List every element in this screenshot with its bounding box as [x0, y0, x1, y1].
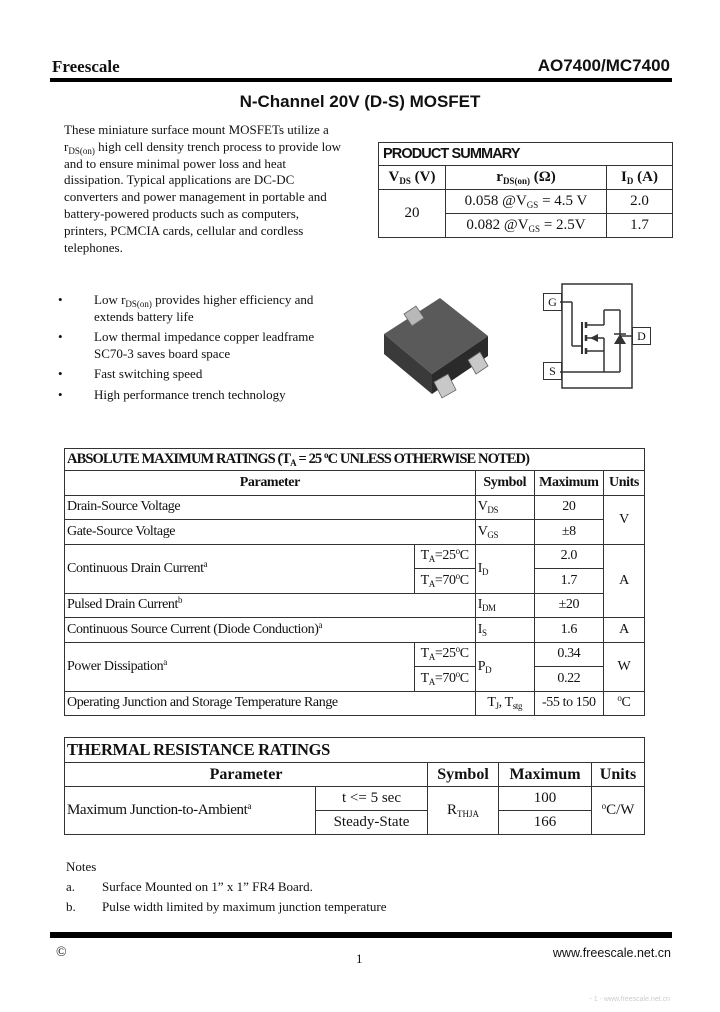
- thermal-resistance-table: [64, 737, 645, 835]
- ps-id-value: 1.7: [607, 214, 673, 238]
- thermal-unit: $^o$C/W: [592, 787, 645, 835]
- feature-item: • Low thermal impedance copper leadframe SC70-3 saves board space: [58, 329, 315, 361]
- amr-symbol-id: $I_D$: [475, 544, 534, 593]
- ps-rds-value: 0.058 $@V_{GS} = 4.5$ V: [446, 190, 607, 214]
- amr-param-idm: Pulsed Drain Current$^b$: [65, 593, 476, 618]
- ps-header-id: $I_D$ (A): [607, 166, 673, 190]
- amr-max-idm: ±20: [534, 593, 603, 618]
- website-url: www.freescale.net.cn: [552, 946, 671, 960]
- product-summary-table: [378, 142, 673, 238]
- amr-symbol-is: $I_S$: [475, 618, 534, 643]
- thermal-header-units: Units: [592, 763, 645, 787]
- thermal-cond-steady: Steady-State: [316, 811, 428, 835]
- amr-unit-is: A: [603, 618, 644, 643]
- document-title: N-Channel 20V (D-S) MOSFET: [239, 92, 481, 111]
- amr-max-pd-70: 0.22: [534, 667, 603, 692]
- thermal-title: THERMAL RESISTANCE RATINGS: [65, 738, 645, 763]
- intro-paragraph: [64, 122, 346, 256]
- amr-param-tj: Operating Junction and Storage Temperature Range: [65, 691, 476, 716]
- amr-symbol-vds: $V_{DS}$: [475, 495, 534, 520]
- note-item: b. Pulse width limited by maximum junction temperature: [66, 899, 387, 914]
- thermal-header-maximum: Maximum: [499, 763, 592, 787]
- ps-id-value: 2.0: [607, 190, 673, 214]
- gate-pin-label: G: [543, 293, 562, 311]
- amr-symbol-tj: $T_J$, $T_{stg}$: [475, 691, 534, 716]
- amr-unit-voltage: V: [603, 495, 644, 544]
- part-number: AO7400/MC7400: [537, 56, 670, 75]
- copyright-symbol: ©: [56, 945, 67, 960]
- rds-symbol: $r_{DS(on)}$: [64, 138, 95, 156]
- amr-max-tj: -55 to 150: [534, 691, 603, 716]
- thermal-symbol: $R_{THJA}$: [428, 787, 499, 835]
- amr-param-id: Continuous Drain Current$^a$: [65, 544, 415, 593]
- ps-rds-value: 0.082 $@V_{GS} = 2.5V$: [446, 214, 607, 238]
- intro-line: These miniature surface mount MOSFETs utilize a: [64, 122, 329, 137]
- intro-line: and to ensure minimal power loss and heat: [64, 155, 287, 171]
- amr-cond-ta70: $T_A=70^oC$: [414, 667, 475, 692]
- intro-line: dissipation. Typical applications are DC-DC: [64, 172, 295, 188]
- amr-max-id-70: 1.7: [534, 569, 603, 594]
- amr-max-pd-25: 0.34: [534, 642, 603, 667]
- thermal-max-steady: 166: [499, 811, 592, 835]
- feature-item: • Low $r_{DS(on)}$ provides higher efficiency and extends battery life: [58, 292, 314, 324]
- package-icon: [376, 290, 512, 410]
- source-pin-label: S: [543, 362, 562, 380]
- intro-line: converters and power management in portable and: [64, 189, 327, 205]
- bullet-icon: •: [58, 386, 63, 402]
- mosfet-schematic-icon: [560, 282, 634, 390]
- amr-cond-ta70: $T_A=70^oC$: [414, 569, 475, 594]
- bullet-icon: •: [58, 292, 63, 307]
- brand-name: Freescale: [52, 57, 120, 76]
- page-number: 1: [356, 951, 363, 966]
- thermal-cond-5sec: t <= 5 sec: [316, 787, 428, 811]
- amr-title: ABSOLUTE MAXIMUM RATINGS ($T_A = 25$ $^o$C UNLESS OTHERWISE NOTED): [65, 449, 645, 471]
- bullet-icon: •: [58, 329, 63, 344]
- header-rule: [50, 78, 672, 82]
- amr-cond-ta25: $T_A=25^oC$: [414, 544, 475, 569]
- notes-section: [66, 857, 387, 917]
- intro-line: telephones.: [64, 239, 123, 255]
- bullet-icon: •: [58, 366, 63, 381]
- amr-param-is: Continuous Source Current (Diode Conduction)$^a$: [65, 618, 476, 643]
- amr-symbol-vgs: $V_{GS}$: [475, 520, 534, 545]
- amr-param-vgs: Gate-Source Voltage: [65, 520, 476, 545]
- absolute-maximum-ratings-table: [64, 448, 645, 716]
- amr-header-symbol: Symbol: [475, 471, 534, 496]
- ps-vds-value: 20: [379, 190, 446, 238]
- feature-item: • High performance trench technology: [58, 386, 286, 402]
- amr-max-id-25: 2.0: [534, 544, 603, 569]
- amr-max-is: 1.6: [534, 618, 603, 643]
- amr-param-vds: Drain-Source Voltage: [65, 495, 476, 520]
- amr-symbol-idm: $I_{DM}$: [475, 593, 534, 618]
- note-item: a. Surface Mounted on 1” x 1” FR4 Board.: [66, 879, 313, 894]
- notes-title: Notes: [66, 859, 97, 874]
- ps-header-vds: $V_{DS}$ (V): [379, 166, 446, 190]
- feature-item: • Fast switching speed: [58, 366, 203, 381]
- product-summary-title: PRODUCT SUMMARY: [379, 143, 673, 166]
- drain-pin-label: D: [632, 327, 651, 345]
- amr-header-maximum: Maximum: [534, 471, 603, 496]
- amr-unit-current: A: [603, 544, 644, 618]
- amr-cond-ta25: $T_A=25^oC$: [414, 642, 475, 667]
- amr-unit-power: W: [603, 642, 644, 691]
- intro-line: $r_{DS(on)}$ high cell density trench process to provide low: [64, 138, 342, 156]
- watermark-text: - 1 - www.freescale.net.cn: [589, 996, 670, 1003]
- amr-header-parameter: Parameter: [65, 471, 476, 496]
- thermal-header-parameter: Parameter: [65, 763, 428, 787]
- intro-line: battery-powered products such as computers,: [64, 205, 300, 221]
- footer-rule: [50, 932, 672, 938]
- ps-header-rds: $r_{DS(on)}$ (Ω): [446, 166, 607, 190]
- thermal-max-5sec: 100: [499, 787, 592, 811]
- amr-max-vds: 20: [534, 495, 603, 520]
- amr-max-vgs: ±8: [534, 520, 603, 545]
- amr-param-pd: Power Dissipation$^a$: [65, 642, 415, 691]
- amr-unit-temp: $^o$C: [603, 691, 644, 716]
- amr-header-units: Units: [603, 471, 644, 496]
- amr-symbol-pd: $P_D$: [475, 642, 534, 691]
- thermal-header-symbol: Symbol: [428, 763, 499, 787]
- feature-list: [58, 292, 314, 407]
- thermal-param-label: Maximum Junction-to-Ambient$^a$: [65, 787, 316, 835]
- intro-line: printers, PCMCIA cards, cellular and cordless: [64, 222, 304, 238]
